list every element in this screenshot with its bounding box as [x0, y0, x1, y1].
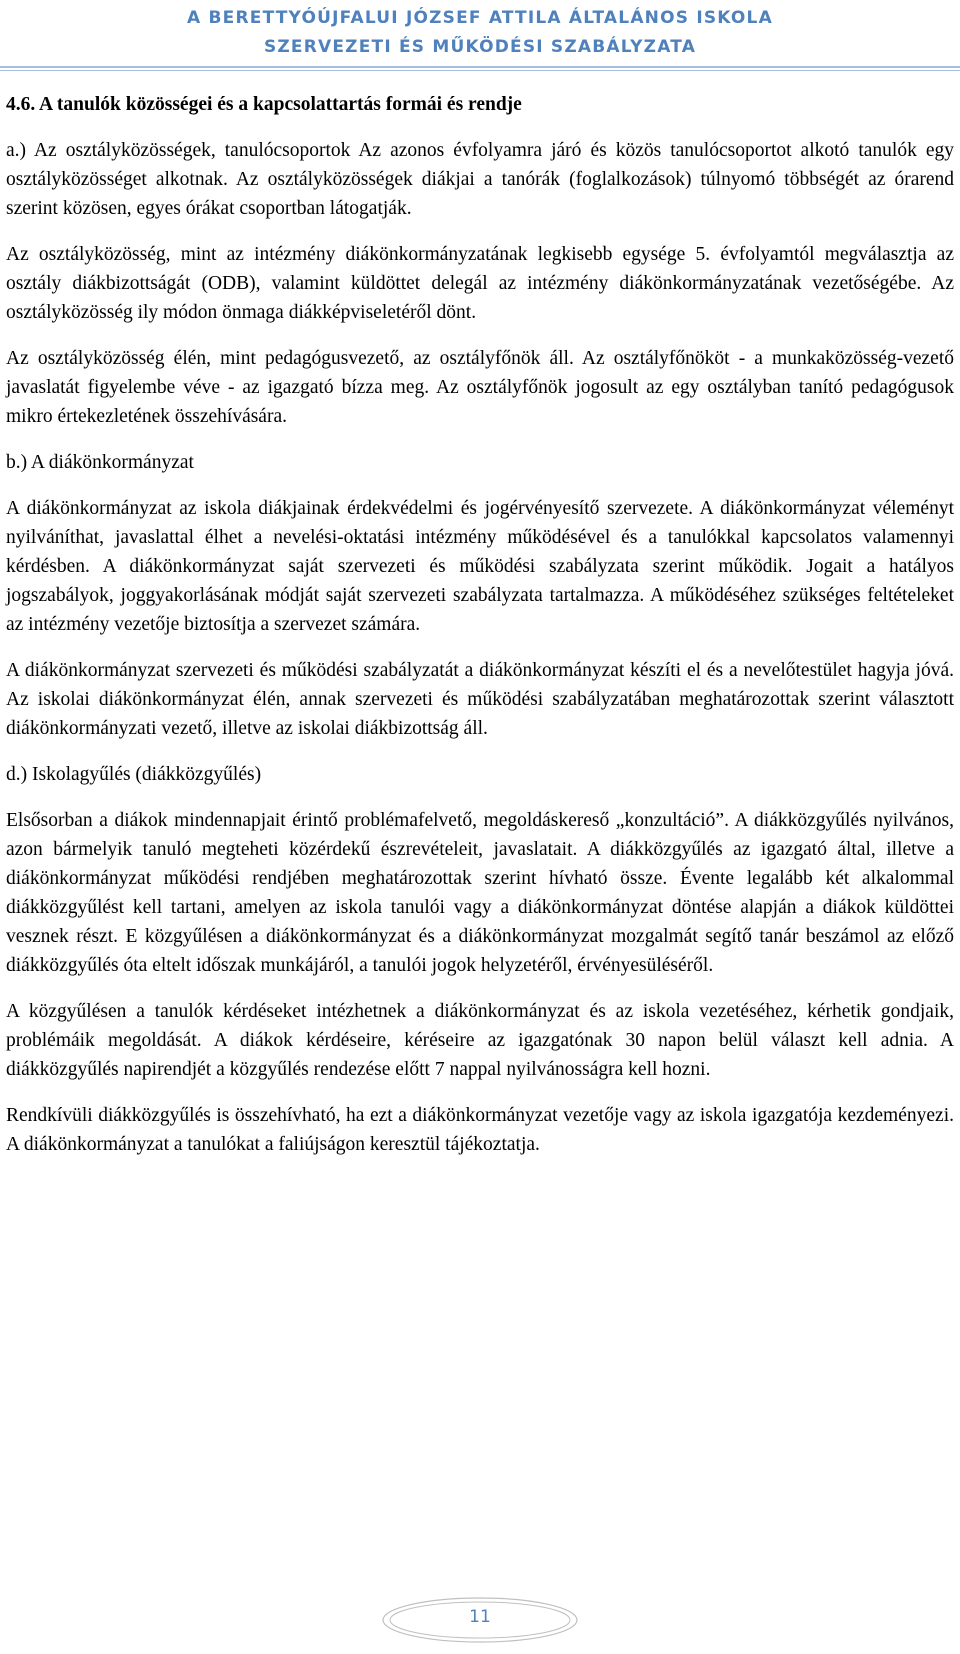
- paragraph-odb: Az osztályközösség, mint az intézmény diákönkormányzatának legkisebb egysége 5. évfolyamtól megválasztja az osztály diákbizottságát (ODB), valamint küldöttet delegál az intézmény diákönkormányzatának vezetőségébe. Az osztályközösség ily módon önmaga diákképviseletéről dönt.: [6, 244, 954, 323]
- header-divider: [0, 66, 960, 68]
- section-title: 4.6. A tanulók közösségei és a kapcsolattartás formái és rendje: [6, 94, 522, 115]
- paragraph-szmsz: A diákönkormányzat szervezeti és működési szabályzatát a diákönkormányzat készíti el és a nevelőtestület hagyja jóvá. Az iskolai diákönkormányzat élén, annak szervezeti és működési szabályzatában meghatározottak szerint választott diákönkormányzati vezető, illetve az iskolai diákbizottság áll.: [6, 660, 954, 739]
- header-divider-thin: [0, 70, 960, 71]
- paragraph-rendkivuli: Rendkívüli diákközgyűlés is összehívható, ha ezt a diákönkormányzat vezetője vagy az iskola igazgatója kezdeményezi. A diákönkormányzat a tanulókat a faliújságon keresztül tájékoztatja.: [6, 1105, 954, 1155]
- page-number: 11: [469, 1607, 491, 1627]
- document-body: [6, 90, 954, 1176]
- paragraph-diakkozgyules: Elsősorban a diákok mindennapjait érintő problémafelvető, megoldáskereső „konzultáció”. A diákközgyűlés nyilvános, azon bármelyik tanuló megteheti közérdekű észrevételeit, javaslatait. A diákközgyűlés az igazgató által, illetve a diákönkormányzat működési rendjében meghatározottak szerint hívható össze. Évente legalább két alkalommal diákközgyűlést kell tartani, amelyen az iskola tanulói vagy a diákönkormányzat döntése alapján a diákok küldöttei vesznek részt. E közgyűlésen a diákönkormányzat és a diákönkormányzat mozgalmát segítő tanár beszámol az előző diákközgyűlés óta eltelt időszak munkájáról, a tanulói jogok helyzetéről, érvényesüléséről.: [6, 810, 954, 976]
- subheading-diakonkormanyzat: b.) A diákönkormányzat: [6, 452, 194, 473]
- paragraph-kozgyules-kerdesek: A közgyűlésen a tanulók kérdéseket intézhetnek a diákönkormányzat és az iskola vezetéséhez, kérhetik gondjaik, problémáik megoldását. A diákok kérdéseire, kéréseire az igazgatónak 30 napon belül választ kell adnia. A diákközgyűlés napirendjét a közgyűlés rendezése előtt 7 nappal nyilvánosságra kell hozni.: [6, 1001, 954, 1080]
- header-document-title: SZERVEZETI ÉS MŰKÖDÉSI SZABÁLYZATA: [263, 37, 697, 57]
- paragraph-diakonkormanyzat: A diákönkormányzat az iskola diákjainak érdekvédelmi és jogérvényesítő szervezete. A diákönkormányzat véleményt nyilváníthat, javaslattal élhet a nevelési-oktatási intézmény működésével és a tanulókkal kapcsolatos valamennyi kérdésben. A diákönkormányzat saját szervezeti és működési szabályzata szerint működik. Jogait a hatályos jogszabályok, joggyakorlásának módját saját szervezeti szabályzata tartalmazza. A működéséhez szükséges feltételeket az intézmény vezetője biztosítja a szervezet számára.: [6, 498, 954, 635]
- subheading-iskolagyules: d.) Iskolagyűlés (diákközgyűlés): [6, 764, 262, 785]
- paragraph-osztalyfonok: Az osztályközösség élén, mint pedagógusvezető, az osztályfőnök áll. Az osztályfőnököt - a munkaközösség-vezető javaslatát figyelembe véve - az igazgató bízza meg. Az osztályfőnök jogosult az egy osztályban tanító pedagógusok mikro értekezletének összehívására.: [6, 348, 954, 427]
- paragraph-osztalykozossegek: a.) Az osztályközösségek, tanulócsoportok Az azonos évfolyamra járó és közös tanulócsoportot alkotó tanulók egy osztályközösséget alkotnak. Az osztályközösségek diákjai a tanórák (foglalkozások) túlnyomó többségét az órarend szerint közösen, egyes órákat csoportban látogatják.: [6, 140, 954, 219]
- header-school-name: A BERETTYÓÚJFALUI JÓZSEF ATTILA ÁLTALÁNOS ISKOLA: [187, 8, 773, 28]
